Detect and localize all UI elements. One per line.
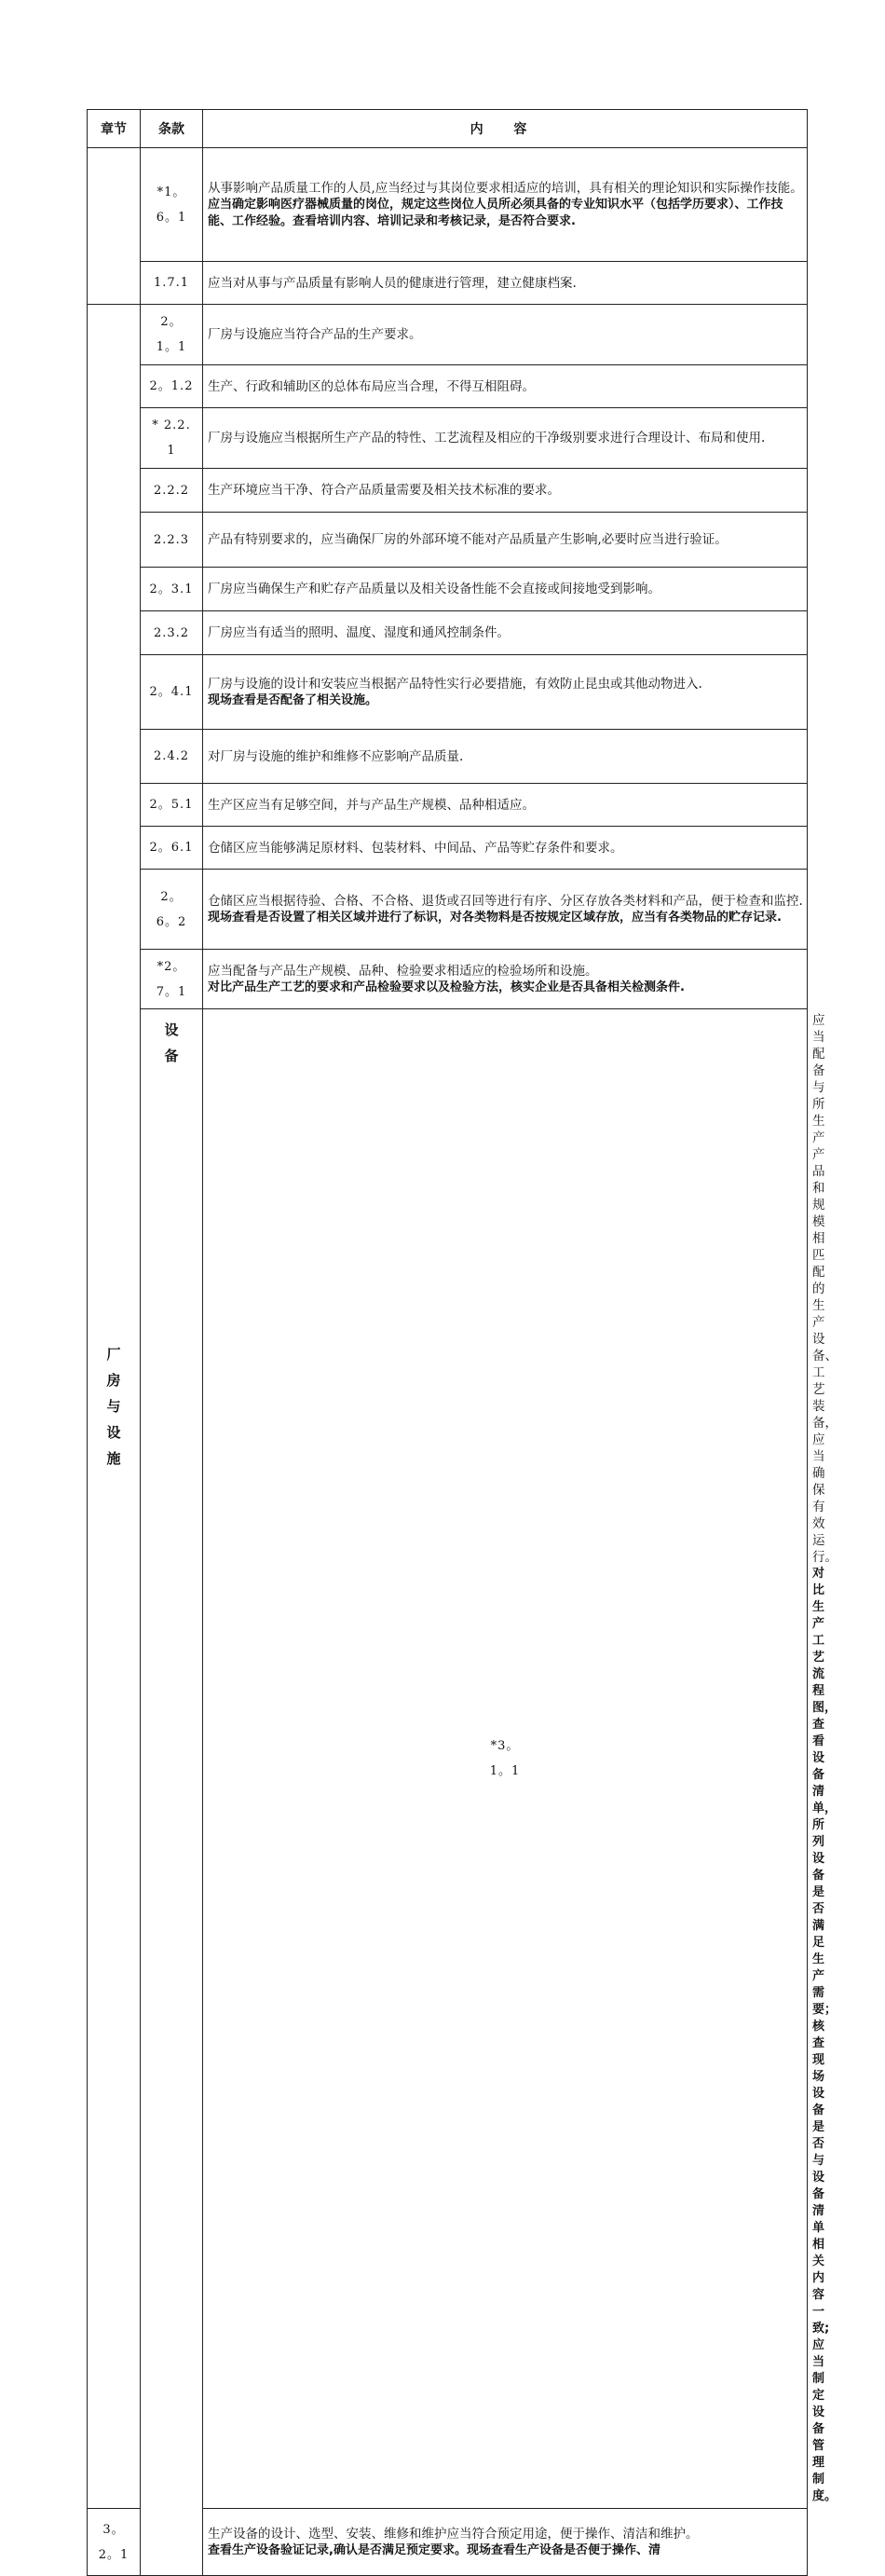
content-cell <box>203 262 808 305</box>
table-row <box>88 611 808 655</box>
header-clause: 条款 <box>141 110 203 148</box>
clause-cell: 2.2.3 <box>141 513 203 568</box>
clause-cell: 2.4.2 <box>141 730 203 784</box>
content-cell <box>203 655 808 730</box>
table-row <box>88 784 808 827</box>
table-row <box>88 469 808 513</box>
table-row <box>88 655 808 730</box>
clause-cell: 1.7.1 <box>141 262 203 305</box>
clause-cell: 2。6。2 <box>141 870 203 950</box>
requirement-text: 厂房与设施应当根据所生产产品的特性、工艺流程及相应的干净级别要求进行合理设计、布局和使用. <box>208 431 766 445</box>
inspection-table <box>87 109 837 2576</box>
clause-cell: 2。3.1 <box>141 568 203 611</box>
chapter-cell-facilities: 厂房与设施 <box>88 305 141 2509</box>
content-cell <box>203 950 808 1009</box>
header-chapter: 章节 <box>88 110 141 148</box>
content-cell <box>203 611 808 655</box>
content-cell <box>203 408 808 469</box>
clause-cell: 2。6.1 <box>141 827 203 870</box>
requirement-text: 应当对从事与产品质量有影响人员的健康进行管理，建立健康档案. <box>208 275 577 291</box>
clause-cell: 3。2。1 <box>88 2509 141 2576</box>
check-text: 应当确定影响医疗器械质量的岗位，规定这些岗位人员所必须具备的专业知识水平（包括学历要求）、工作技能、工作经验。查看培训内容、培训记录和考核记录，是否符合要求. <box>208 197 783 228</box>
table-row <box>88 730 808 784</box>
clause-cell: * 2.2.1 <box>141 408 203 469</box>
requirement-text: 厂房应当有适当的照明、温度、湿度和通风控制条件。 <box>208 625 510 640</box>
clause-cell: 2。5.1 <box>141 784 203 827</box>
clause-cell: *3。1。1 <box>203 1009 808 2509</box>
table-row <box>88 262 808 305</box>
requirement-text: 应当配备与产品生产规模、品种、检验要求相适应的检验场所和设施。 <box>208 963 598 979</box>
requirement-text: 仓储区应当根据待验、合格、不合格、退货或召回等进行有序、分区存放各类材料和产品，便于检查和监控. <box>208 893 803 909</box>
content-cell <box>203 870 808 950</box>
table-row <box>88 827 808 870</box>
table-header-row <box>88 110 808 148</box>
content-cell <box>203 148 808 262</box>
content-cell <box>203 365 808 408</box>
content-cell <box>203 568 808 611</box>
requirement-text: 生产、行政和辅助区的总体布局应当合理，不得互相阻碍。 <box>208 378 535 394</box>
requirement-text: 厂房应当确保生产和贮存产品质量以及相关设备性能不会直接或间接地受到影响。 <box>208 582 660 596</box>
table-row <box>88 870 808 950</box>
check-text: 对比产品生产工艺的要求和产品检验要求以及检验方法，核实企业是否具备相关检测条件. <box>208 980 685 994</box>
clause-cell: 2.3.2 <box>141 611 203 655</box>
requirement-text: 厂房与设施应当符合产品的生产要求。 <box>208 327 422 342</box>
requirement-text: 产品有特别要求的，应当确保厂房的外部环境不能对产品质量产生影响,必要时应当进行验证。 <box>208 532 728 547</box>
clause-cell: 2.2.2 <box>141 469 203 513</box>
requirement-text: 从事影响产品质量工作的人员,应当经过与其岗位要求相适应的培训，具有相关的理论知识和实际操作技能。 <box>208 180 803 196</box>
clause-cell: 2。1.2 <box>141 365 203 408</box>
chapter-cell-equipment: 设备 <box>141 1009 203 2576</box>
table-row <box>88 365 808 408</box>
content-cell <box>203 513 808 568</box>
table-row <box>88 305 808 365</box>
requirement-text: 对厂房与设施的维护和维修不应影响产品质量. <box>208 748 464 764</box>
content-cell <box>203 784 808 827</box>
clause-cell: 2。1。1 <box>141 305 203 365</box>
check-text: 现场查看是否配备了相关设施。 <box>208 692 378 707</box>
table-row <box>88 568 808 611</box>
requirement-text: 厂房与设施的设计和安装应当根据产品特性实行必要措施，有效防止昆虫或其他动物进入. <box>208 676 702 692</box>
content-cell <box>203 827 808 870</box>
table-row: 设备 *3。1。1 应当配备与所生产产品和规模相匹配的生产设备、工艺装备，应当确保有效运行。 对比生产工艺流程图，查看设备清单，所列设备是否满足生产需要；核查现场设备是否与设备清单相关内容一致;应当制定设备管理制度。 <box>88 1009 808 2509</box>
table-row <box>88 408 808 469</box>
requirement-text: 生产设备的设计、选型、安装、维修和维护应当符合预定用途，便于操作、清洁和维护。 <box>208 2526 699 2542</box>
header-content: 内 容 <box>203 110 808 148</box>
table-row <box>88 513 808 568</box>
chapter-cell-personnel <box>88 148 141 305</box>
requirement-text: 仓储区应当能够满足原材料、包装材料、中间品、产品等贮存条件和要求。 <box>208 840 623 856</box>
table-row <box>88 950 808 1009</box>
requirement-text: 生产环境应当干净、符合产品质量需要及相关技术标准的要求。 <box>208 483 560 498</box>
clause-cell: *2。7。1 <box>141 950 203 1009</box>
content-cell <box>203 469 808 513</box>
content-cell <box>203 305 808 365</box>
content-cell <box>203 2509 808 2576</box>
clause-cell: 2。4.1 <box>141 655 203 730</box>
check-text: 现场查看是否设置了相关区域并进行了标识，对各类物料是否按规定区域存放，应当有各类物品的贮存记录. <box>208 910 782 925</box>
check-text: 查看生产设备验证记录,确认是否满足预定要求。现场查看生产设备是否便于操作、清 <box>208 2542 660 2557</box>
table-row <box>88 148 808 262</box>
requirement-text: 生产区应当有足够空间，并与产品生产规模、品种相适应。 <box>208 797 535 813</box>
clause-cell: *1。6。1 <box>141 148 203 262</box>
content-cell <box>203 730 808 784</box>
